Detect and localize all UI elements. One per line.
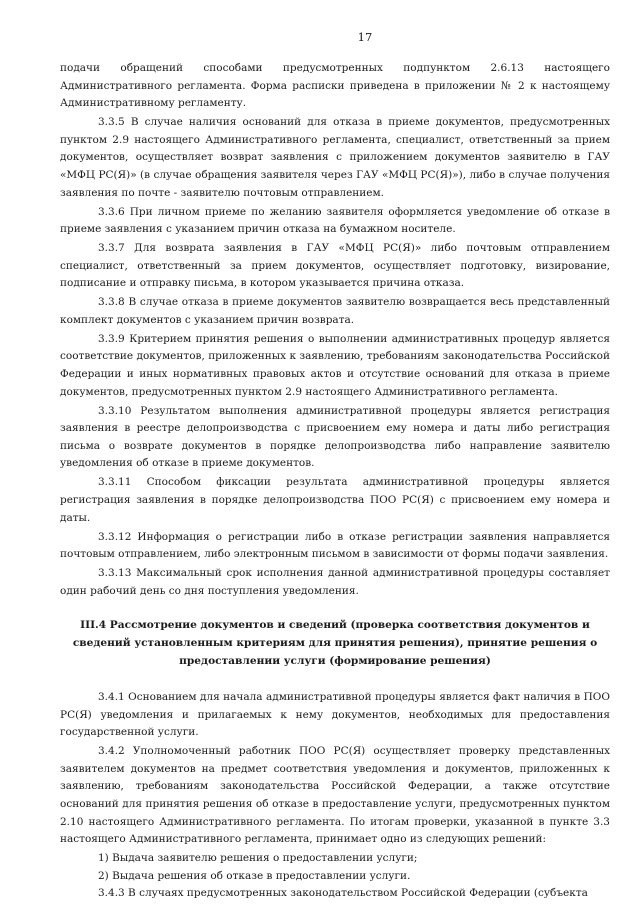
paragraph: подачи обращений способами предусмотренных подпунктом 2.6.13 настоящего Административного регламента. Форма расписки приведена в приложении № 2 к настоящему Административному регламенту.	[60, 62, 610, 110]
paragraph-3-4-3: 3.4.3 В случаях предусмотренных законодательством Российской Федерации (субъекта	[98, 887, 588, 900]
paragraph-3-3-11: 3.3.11 Способом фиксации результата административной процедуры является регистрация заявления в порядке делопроизводства ПОО РС(Я) с присвоением ему номера и даты.	[60, 476, 610, 524]
paragraph-3-4-2: 3.4.2 Уполномоченный работник ПОО РС(Я) осуществляет проверку представленных заявителем документов на предмет соответствия уведомления и документов, приложенных к заявлению, требованиям законодательства Российской Федерации, а также отсутствие оснований для принятия решения об отказе в предоставление услуги, предусмотренных пунктом 2.10 настоящего Административного регламента. По итогам проверки, указанной в пункте 3.3 настоящего Административного регламента, принимает одно из следующих решений:	[60, 745, 610, 846]
paragraphs-bottom	[60, 689, 610, 903]
paragraphs-top	[60, 60, 610, 600]
paragraph-3-3-8: 3.3.8 В случае отказа в приеме документов заявителю возвращается весь представленный комплект документов с указанием причин возврата.	[60, 296, 610, 326]
list-item: 1) Выдача заявителю решения о предоставлении услуги;	[98, 852, 418, 865]
paragraph-3-3-6: 3.3.6 При личном приеме по желанию заявителя оформляется уведомление об отказе в приеме заявления с указанием причин отказа на бумажном носителе.	[60, 205, 610, 236]
paragraph-3-3-13: 3.3.13 Максимальный срок исполнения данной административной процедуры составляет один рабочий день со дня поступления уведомления.	[60, 567, 610, 597]
paragraph-3-4-1: 3.4.1 Основанием для начала административной процедуры является факт наличия в ПОО РС(Я) уведомления и прилагаемых к нему документов, необходимых для предоставления государственной услуги.	[60, 691, 610, 739]
paragraph-3-3-10: 3.3.10 Результатом выполнения административной процедуры является регистрация заявления в реестре делопроизводства с присвоением ему номера и даты либо регистрация письма о возврате документов в порядке делопроизводства либо направление заявителю уведомления об отказе в приеме документов.	[60, 404, 610, 470]
section-heading: III.4 Рассмотрение документов и сведений (проверка соответствия документов и сведений установленным критериям для принятия решения), принятие решения о предоставлении услуги (формирование решения)	[72, 619, 598, 667]
paragraph-3-3-9: 3.3.9 Критерием принятия решения о выполнении административных процедур является соответствие документов, приложенных к заявлению, требованиям законодательства Российской Федерации и иных нормативных правовых актов и отсутствие оснований для отказа в приеме документов, предусмотренных пунктом 2.9 настоящего Административного регламента.	[60, 332, 610, 398]
page-number: 17	[357, 30, 373, 44]
paragraph-3-3-5: 3.3.5 В случае наличия оснований для отказа в приеме документов, предусмотренных пунктом 2.9 настоящего Административного регламента, специалист, ответственный за прием документов, осуществляет возврат заявления с приложением документов заявителю в ГАУ «МФЦ РС(Я)» (в случае обращения заявителя через ГАУ «МФЦ РС(Я)»), либо в случае получения заявления по почте - заявителю почтовым отправлением.	[60, 116, 610, 199]
list-item: 2) Выдача решения об отказе в предоставлении услуги.	[98, 869, 411, 882]
paragraph-3-3-7: 3.3.7 Для возврата заявления в ГАУ «МФЦ РС(Я)» либо почтовым отправлением специалист, ответственный за прием документов, осуществляет подготовку, визирование, подписание и отправку письма, в котором указывается причина отказа.	[60, 242, 610, 290]
paragraph-3-3-12: 3.3.12 Информация о регистрации либо в отказе регистрации заявления направляется почтовым отправлением, либо электронным письмом в зависимости от формы подачи заявления.	[60, 530, 610, 561]
